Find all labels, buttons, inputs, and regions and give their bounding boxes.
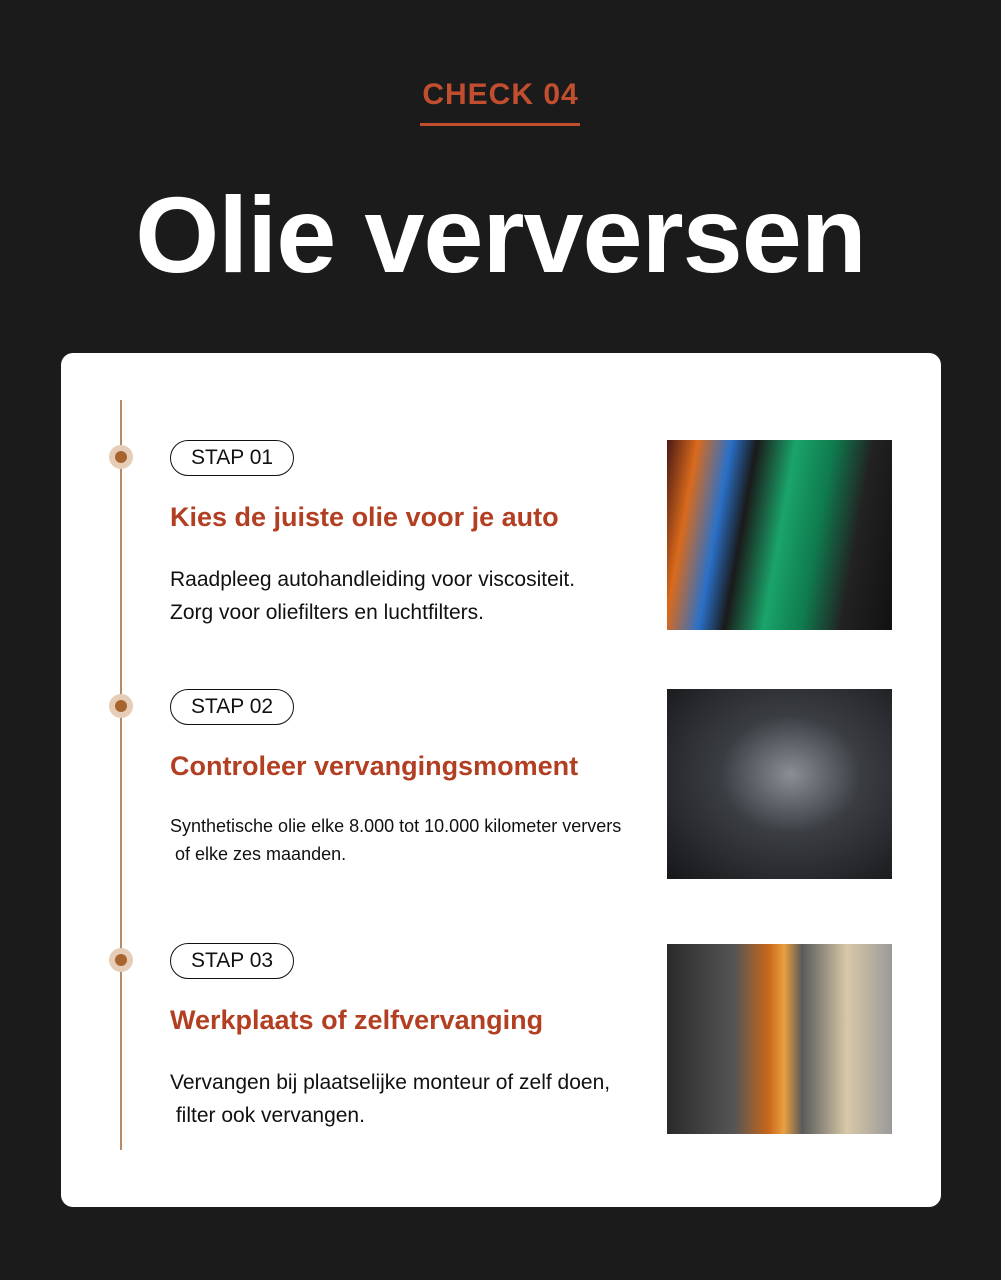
step-1 (170, 440, 575, 629)
check-underline (420, 123, 580, 126)
step-heading: Kies de juiste olie voor je auto (170, 502, 559, 532)
page-title: Olie verversen (135, 174, 866, 295)
timeline-dot (109, 445, 133, 469)
step-heading: Werkplaats of zelfvervanging (170, 1005, 544, 1035)
step-text: Raadpleeg autohandleiding voor viscositeit. Zorg voor oliefilters en luchtfilters. (170, 568, 576, 624)
car-engine-image (667, 689, 892, 879)
step-heading: Controleer vervangingsmoment (170, 751, 579, 781)
step-badge: STAP 03 (170, 943, 294, 979)
check-label: CHECK 04 (422, 78, 579, 111)
pouring-oil-image (667, 944, 892, 1134)
timeline-dot (109, 948, 133, 972)
step-badge: STAP 01 (170, 440, 294, 476)
timeline-line (120, 400, 122, 1150)
timeline-dot (109, 694, 133, 718)
step-badge: STAP 02 (170, 689, 294, 725)
step-text: Vervangen bij plaatselijke monteur of zelf doen, filter ook vervangen. (170, 1071, 611, 1127)
step-2 (170, 689, 621, 868)
fuel-pumps-image (667, 440, 892, 630)
step-3 (170, 943, 610, 1132)
step-text: Synthetische olie elke 8.000 tot 10.000 kilometer ververs of elke zes maanden. (170, 816, 622, 864)
